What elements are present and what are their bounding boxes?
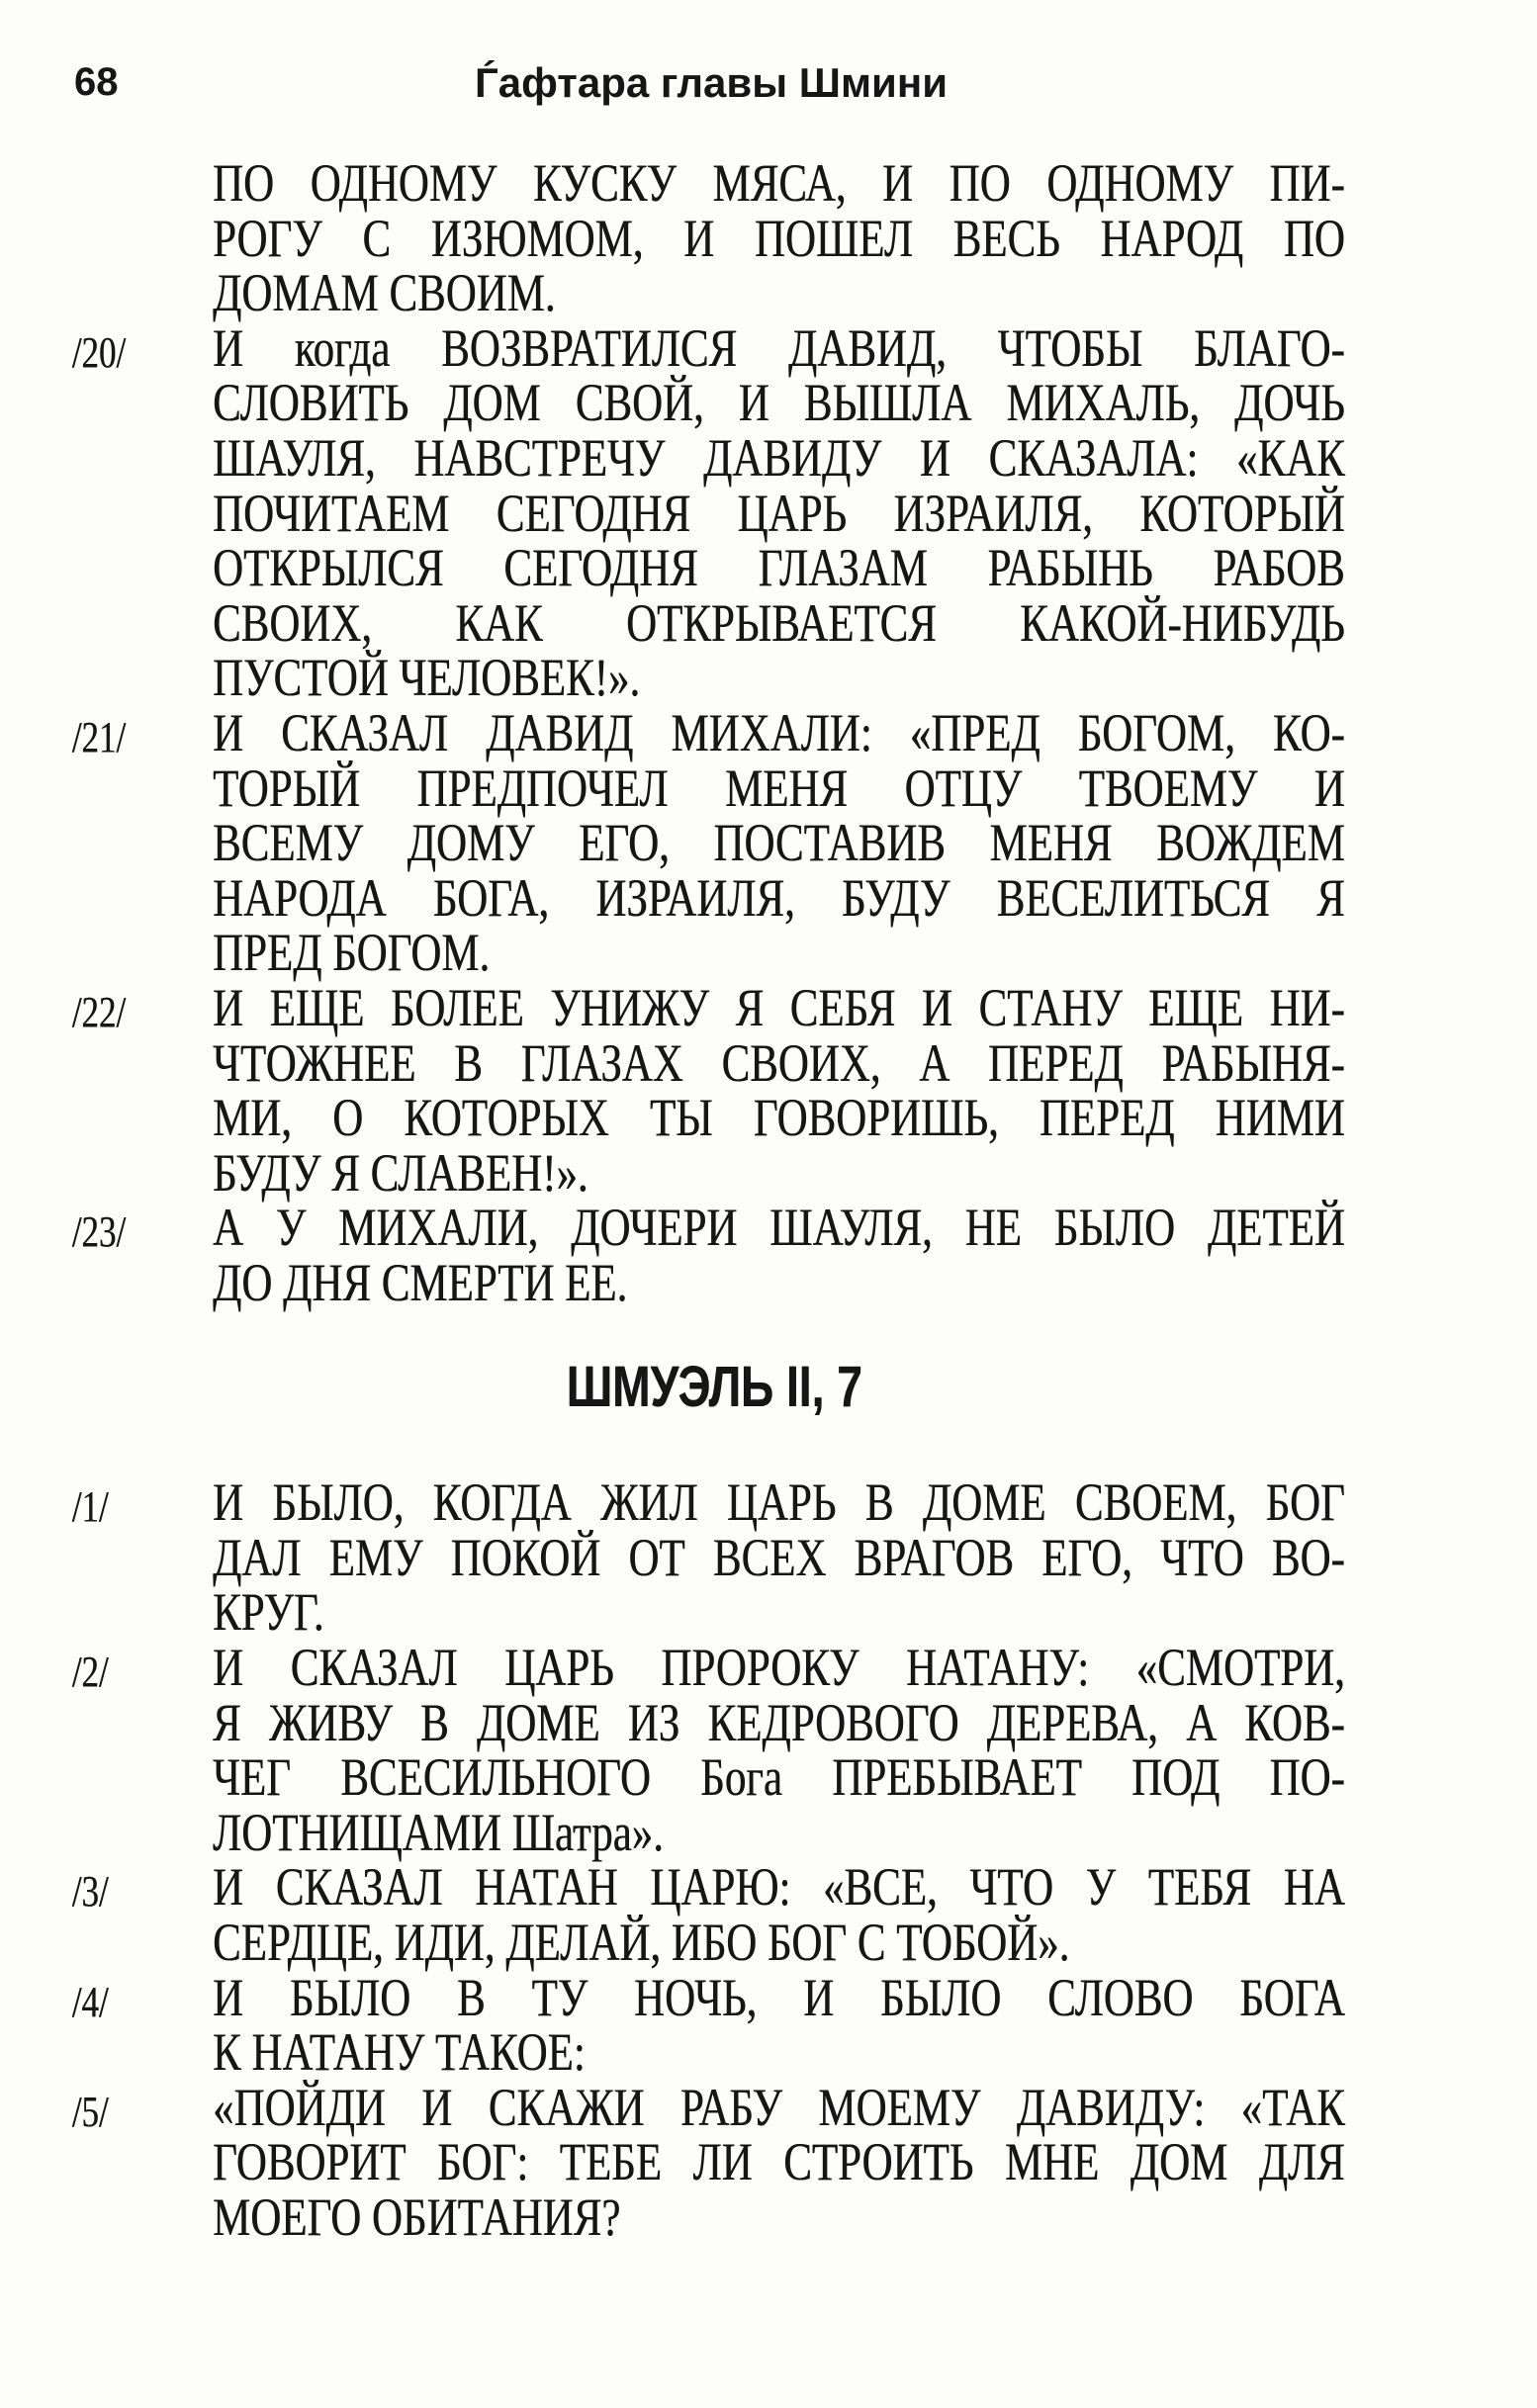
verse-block: [71, 1472, 1345, 1643]
verse-line-text: ГОВОРИТ БОГ: ТЕБЕ ЛИ СТРОИТЬ МНЕ ДОМ ДЛЯ: [213, 2132, 1345, 2192]
verse-line: [213, 813, 1345, 873]
verse-line: [213, 1802, 1345, 1862]
verse-line-text: И ЕЩЕ БОЛЕЕ УНИЖУ Я СЕБЯ И СТАНУ ЕЩЕ НИ-: [213, 977, 1345, 1037]
verse-line-text: ПРЕД БОГОМ.: [213, 923, 491, 983]
verse-line-text: ТОРЫЙ ПРЕДПОЧЕЛ МЕНЯ ОТЦУ ТВОЕМУ И: [213, 758, 1345, 818]
verse-line-text: И БЫЛО В ТУ НОЧЬ, И БЫЛО СЛОВО БОГА: [213, 1967, 1345, 2027]
verse-line-text: И БЫЛО, КОГДА ЖИЛ ЦАРЬ В ДОМЕ СВОЕМ, БОГ: [213, 1472, 1345, 1533]
verse-line-text: ЧТОЖНЕЕ В ГЛАЗАХ СВОИХ, А ПЕРЕД РАБЫНЯ-: [213, 1032, 1345, 1093]
verse-block: [71, 977, 1345, 1203]
verse-line-text: И СКАЗАЛ ЦАРЬ ПРОРОКУ НАТАНУ: «СМОТРИ,: [213, 1638, 1345, 1698]
verse-line: [213, 483, 1345, 543]
verse-block: [71, 1967, 1345, 2083]
verse-line-text: ДОМАМ СВОИМ.: [213, 263, 556, 323]
verse-line: [213, 1913, 1345, 1973]
verse-line-text: КРУГ.: [213, 1582, 324, 1643]
verse-line: [213, 263, 1345, 323]
verse-line: [213, 1142, 1345, 1203]
verse-line-text: И СКАЗАЛ НАТАН ЦАРЮ: «ВСЕ, ЧТО У ТЕБЯ НА: [213, 1857, 1345, 1917]
verse-line-text: МОЕГО ОБИТАНИЯ?: [213, 2186, 621, 2247]
verse-line: [71, 1967, 1345, 2027]
verse-line: [71, 2077, 1345, 2137]
verse-line-text: ВСЕМУ ДОМУ ЕГО, ПОСТАВИВ МЕНЯ ВОЖДЕМ: [213, 813, 1345, 873]
verse-line-text: РОГУ С ИЗЮМОМ, И ПОШЕЛ ВЕСЬ НАРОД ПО: [213, 208, 1345, 268]
verse-line-text: ЛОТНИЩАМИ Шатра».: [213, 1802, 664, 1862]
verse-line: [213, 208, 1345, 268]
verse-line-text: НАРОДА БОГА, ИЗРАИЛЯ, БУДУ ВЕСЕЛИТЬСЯ Я: [213, 867, 1345, 928]
verse-line: [213, 153, 1345, 213]
verse-line-text: «ПОЙДИ И СКАЖИ РАБУ МОЕМУ ДАВИДУ: «ТАК: [213, 2077, 1345, 2137]
verse-number: /1/: [71, 1482, 109, 1532]
verse-block: [71, 317, 1345, 708]
page-number: 68: [74, 60, 119, 104]
verse-number: /23/: [71, 1207, 127, 1257]
section-heading: [213, 1310, 1345, 1475]
verse-line: [213, 923, 1345, 983]
verse-line: [71, 1472, 1345, 1533]
verse-block: [71, 1638, 1345, 1862]
verse-line: [213, 2186, 1345, 2247]
verse-line-text: СЛОВИТЬ ДОМ СВОЙ, И ВЫШЛА МИХАЛЬ, ДОЧЬ: [213, 373, 1345, 433]
verse-line: [71, 1857, 1345, 1917]
verse-line-text: ЧЕГ ВСЕСИЛЬНОГО Бога ПРЕБЫВАЕТ ПОД ПО-: [213, 1747, 1345, 1808]
verse-line: [213, 1252, 1345, 1312]
verse-line: [213, 2022, 1345, 2083]
verse-number: /5/: [71, 2087, 109, 2136]
verse-line: [213, 427, 1345, 488]
section-heading-text: ШМУЭЛЬ II, 7: [566, 1355, 862, 1420]
verse-line-text: ДО ДНЯ СМЕРТИ ЕЕ.: [213, 1252, 628, 1312]
content: [71, 153, 1345, 2247]
verse-line-text: ПО ОДНОМУ КУСКУ МЯСА, И ПО ОДНОМУ ПИ-: [213, 153, 1345, 213]
verse-line: [213, 2132, 1345, 2192]
verse-line-text: СЕРДЦЕ, ИДИ, ДЕЛАЙ, ИБО БОГ С ТОБОЙ».: [213, 1913, 1070, 1973]
verse-number: /3/: [71, 1867, 109, 1917]
verse-number: /4/: [71, 1977, 109, 2026]
verse-line-text: ДАЛ ЕМУ ПОКОЙ ОТ ВСЕХ ВРАГОВ ЕГО, ЧТО ВО-: [213, 1527, 1345, 1587]
verse-line: [71, 317, 1345, 378]
verse-line: [71, 977, 1345, 1037]
verse-number: /22/: [71, 987, 127, 1036]
verse-number: /20/: [71, 327, 127, 377]
verse-block: [71, 1198, 1345, 1312]
verse-line: [213, 648, 1345, 708]
verse-line-text: ПОЧИТАЕМ СЕГОДНЯ ЦАРЬ ИЗРАИЛЯ, КОТОРЫЙ: [213, 483, 1345, 543]
paragraph-block: [213, 153, 1345, 323]
verse-block: [71, 2077, 1345, 2247]
verse-line-text: ОТКРЫЛСЯ СЕГОДНЯ ГЛАЗАМ РАБЫНЬ РАБОВ: [213, 538, 1345, 598]
verse-line: [213, 758, 1345, 818]
verse-line: [213, 1692, 1345, 1752]
verse-line: [71, 1638, 1345, 1698]
verse-line-text: И когда ВОЗВРАТИЛСЯ ДАВИД, ЧТОБЫ БЛАГО-: [213, 317, 1345, 378]
verse-line-text: ШАУЛЯ, НАВСТРЕЧУ ДАВИДУ И СКАЗАЛА: «КАК: [213, 427, 1345, 488]
verse-line: [71, 702, 1345, 762]
verse-line: [213, 1747, 1345, 1808]
verse-block: [71, 702, 1345, 983]
verse-line-text: МИ, О КОТОРЫХ ТЫ ГОВОРИШЬ, ПЕРЕД НИМИ: [213, 1088, 1345, 1148]
verse-line: [213, 1088, 1345, 1148]
verse-line: [213, 867, 1345, 928]
verse-line-text: СВОИХ, КАК ОТКРЫВАЕТСЯ КАКОЙ-НИБУДЬ: [213, 592, 1345, 653]
verse-line: [213, 1527, 1345, 1587]
verse-number: /2/: [71, 1648, 109, 1697]
verse-line-text: Я ЖИВУ В ДОМЕ ИЗ КЕДРОВОГО ДЕРЕВА, А КОВ-: [213, 1692, 1345, 1752]
verse-line-text: БУДУ Я СЛАВЕН!».: [213, 1142, 588, 1203]
verse-line: [213, 1582, 1345, 1643]
verse-number: /21/: [71, 712, 127, 761]
running-header-title: Ѓафтара главы Шмини: [474, 59, 949, 106]
verse-line: [71, 1198, 1345, 1258]
verse-line: [213, 1032, 1345, 1093]
verse-line: [213, 373, 1345, 433]
verse-block: [71, 1857, 1345, 1973]
verse-line-text: К НАТАНУ ТАКОЕ:: [213, 2022, 586, 2083]
verse-line-text: ПУСТОЙ ЧЕЛОВЕК!».: [213, 648, 641, 708]
verse-line-text: А У МИХАЛИ, ДОЧЕРИ ШАУЛЯ, НЕ БЫЛО ДЕТЕЙ: [213, 1198, 1345, 1258]
verse-line: [213, 592, 1345, 653]
verse-line-text: И СКАЗАЛ ДАВИД МИХАЛИ: «ПРЕД БОГОМ, КО-: [213, 702, 1345, 762]
verse-line: [213, 538, 1345, 598]
